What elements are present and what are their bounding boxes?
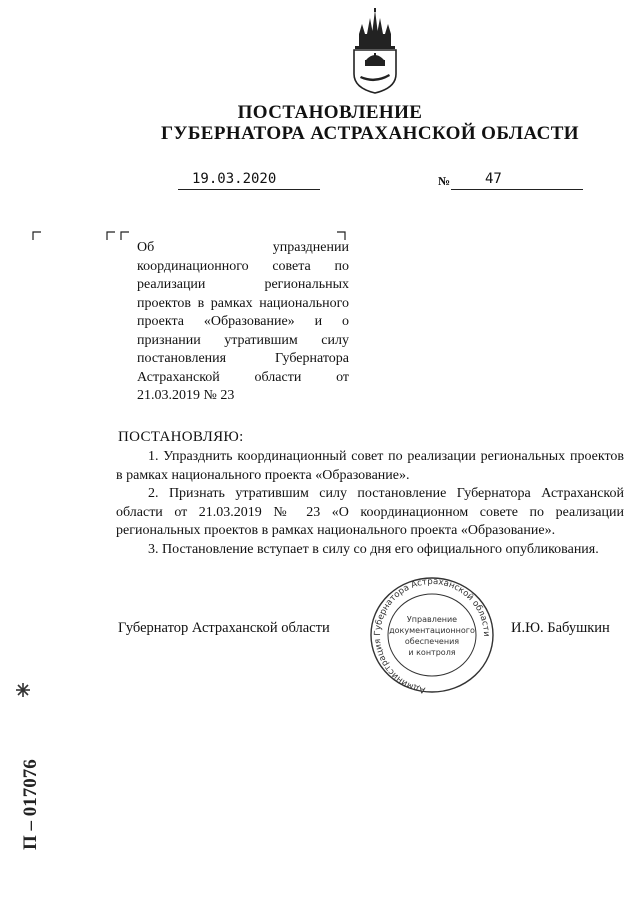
number-label: № (438, 174, 451, 188)
decree-word: ПОСТАНОВЛЯЮ: (118, 429, 244, 445)
body-item-1: 1. Упразднить координационный совет по реализации региональных проектов в рамках национального проекта «Образование». (116, 449, 624, 483)
issuer-title: ГУБЕРНАТОРА АСТРАХАНСКОЙ ОБЛАСТИ (161, 123, 579, 144)
subject-bracket-left-a (106, 231, 115, 240)
signatory-name: И.Ю. Бабушкин (511, 620, 610, 636)
subject-bracket-left-b (120, 231, 129, 240)
left-margin-bracket (32, 231, 41, 240)
serial-code (6, 700, 54, 860)
body-item-2: 2. Признать утратившим силу постановление Губернатора Астраханской области от 21.03.2019 № 23 «О координационном совете по реализации региональных проектов в рамках национального проекта «Образование». (116, 486, 624, 538)
body-item-3: 3. Постановление вступает в силу со дня его официального опубликования. (148, 541, 599, 557)
svg-text:обеспечения: обеспечения (404, 637, 460, 646)
document-number: 47 (451, 171, 583, 190)
svg-text:Администрация Губернатора Астр: Администрация Губернатора Астраханской области (372, 576, 492, 694)
svg-text:документационного: документационного (389, 626, 475, 635)
svg-text:и контроля: и контроля (408, 648, 456, 657)
asterisk-mark-icon (15, 682, 31, 698)
signatory-position: Губернатор Астраханской области (118, 620, 330, 636)
svg-text:Управление: Управление (406, 615, 458, 624)
document-body (116, 448, 624, 559)
coat-of-arms-emblem (349, 8, 401, 94)
serial-code-text: П – 017076 (20, 759, 41, 850)
document-subject: Об упразднении координационного совета по реализации региональных проектов в рамках национального проекта «Образование» и о признании утратившим силу постановления Губернатора Астраханской области от 21.03.2019 № 23 (137, 240, 349, 403)
document-type-title: ПОСТАНОВЛЕНИЕ (237, 102, 423, 123)
document-date: 19.03.2020 (178, 171, 320, 190)
official-stamp (369, 576, 495, 694)
